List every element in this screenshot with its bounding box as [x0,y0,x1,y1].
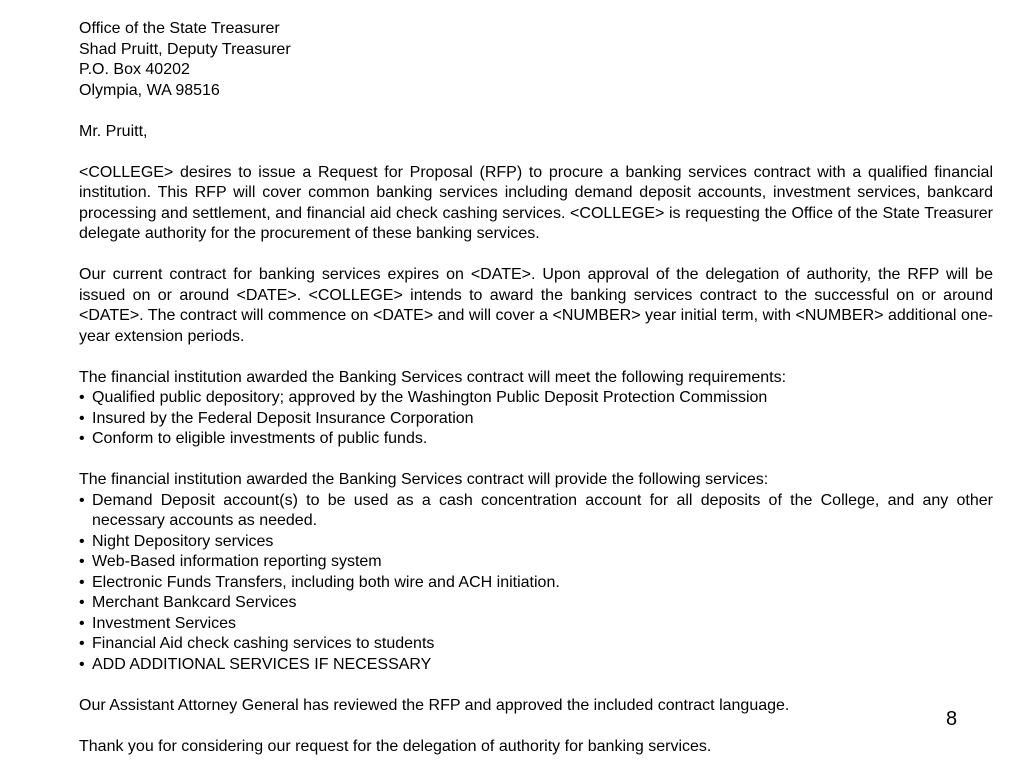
bullet-icon: • [79,491,85,509]
list-item: • Financial Aid check cashing services to students [79,634,993,655]
list-item: • ADD ADDITIONAL SERVICES IF NECESSARY [79,655,993,676]
bullet-icon: • [79,594,85,611]
bullet-icon: • [79,532,85,550]
list-item: • Investment Services [79,614,993,635]
list-item: • Web-Based information reporting system [79,552,993,573]
bullet-icon: • [79,573,85,591]
salutation: Mr. Pruitt, [79,122,148,140]
address-line-recipient: Shad Pruitt, Deputy Treasurer [79,40,291,58]
list-item: • Merchant Bankcard Services [79,593,993,614]
requirements-list [79,388,993,450]
address-block [79,19,993,101]
list-item: • Insured by the Federal Deposit Insurance Corporation [79,409,993,430]
bullet-icon: • [79,409,85,427]
services-list [79,491,993,676]
address-line-po-box: P.O. Box 40202 [79,61,190,78]
address-line-city: Olympia, WA 98516 [79,81,220,99]
requirements-intro: The financial institution awarded the Banking Services contract will meet the following requirements: [79,368,787,386]
letter-body [79,19,993,757]
attorney-note: Our Assistant Attorney General has reviewed the RFP and approved the included contract language. [79,696,790,714]
bullet-icon: • [79,389,85,406]
bullet-icon: • [79,553,85,570]
paragraph-intro: <COLLEGE> desires to issue a Request for Proposal (RFP) to procure a banking services contract with a qualified financial institution. This RFP will cover common banking services including demand deposit accounts, investment services, bankcard processing and settlement, and financial aid check cashing services. <COLLEGE> is requesting the Office of the State Treasurer delegate authority for the procurement of these banking services. [79,163,993,242]
closing-line: Thank you for considering our request for the delegation of authority for banking services. [79,737,712,755]
services-intro: The financial institution awarded the Banking Services contract will provide the following services: [79,471,769,488]
page-number: 8 [946,708,958,730]
list-item: • Demand Deposit account(s) to be used as a cash concentration account for all deposits of the College, and any other necessary accounts as needed. [79,491,993,529]
address-line-office: Office of the State Treasurer [79,20,280,37]
bullet-icon: • [79,430,85,447]
bullet-icon: • [79,655,85,673]
bullet-icon: • [79,614,85,632]
list-item: • Electronic Funds Transfers, including both wire and ACH initiation. [79,573,993,594]
bullet-icon: • [79,635,85,652]
list-item: • Night Depository services [79,532,993,553]
list-item: • Conform to eligible investments of public funds. [79,429,993,450]
paragraph-contract-dates: Our current contract for banking services expires on <DATE>. Upon approval of the delegation of authority, the RFP will be issued on or around <DATE>. <COLLEGE> intends to award the banking services contract to the successful on or around <DATE>. The contract will commence on <DATE> and will cover a <NUMBER> year initial term, with <NUMBER> additional one-year extension periods. [79,266,993,345]
list-item: • Qualified public depository; approved by the Washington Public Deposit Protection Commission [79,388,993,409]
